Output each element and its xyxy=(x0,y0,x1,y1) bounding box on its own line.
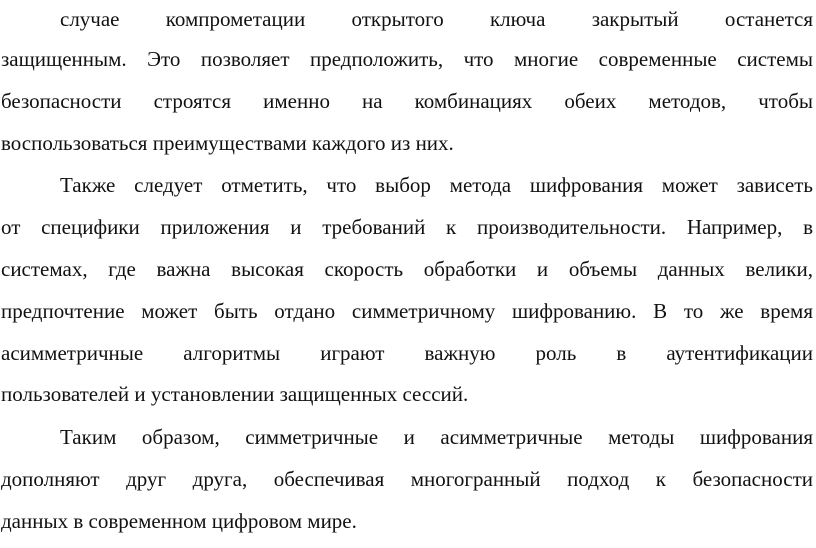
paragraph-line: данных в современном цифровом мире. xyxy=(1,509,357,533)
paragraph-line: дополняют друг друга, обеспечивая многогранный подход к безопасности xyxy=(1,467,813,491)
paragraph-line: предпочтение может быть отдано симметричному шифрованию. В то же время xyxy=(1,299,813,323)
paragraph-line: Также следует отметить, что выбор метода шифрования может зависеть xyxy=(60,173,813,197)
paragraph-line: Таким образом, симметричные и асимметричные методы шифрования xyxy=(60,425,813,449)
paragraph-line: воспользоваться преимуществами каждого из них. xyxy=(1,131,454,155)
paragraph-line: безопасности строятся именно на комбинациях обеих методов, чтобы xyxy=(1,89,813,113)
paragraph-line: асимметричные алгоритмы играют важную роль в аутентификации xyxy=(1,341,813,365)
paragraph-line: пользователей и установлении защищенных сессий. xyxy=(1,382,469,406)
paragraph-line: защищенным. Это позволяет предположить, что многие современные системы xyxy=(1,47,813,71)
paragraph-line: системах, где важна высокая скорость обработки и объемы данных велики, xyxy=(1,257,813,281)
paragraph-line: случае компрометации открытого ключа закрытый останется xyxy=(60,7,813,31)
paragraph-line: от специфики приложения и требований к производительности. Например, в xyxy=(1,215,813,239)
